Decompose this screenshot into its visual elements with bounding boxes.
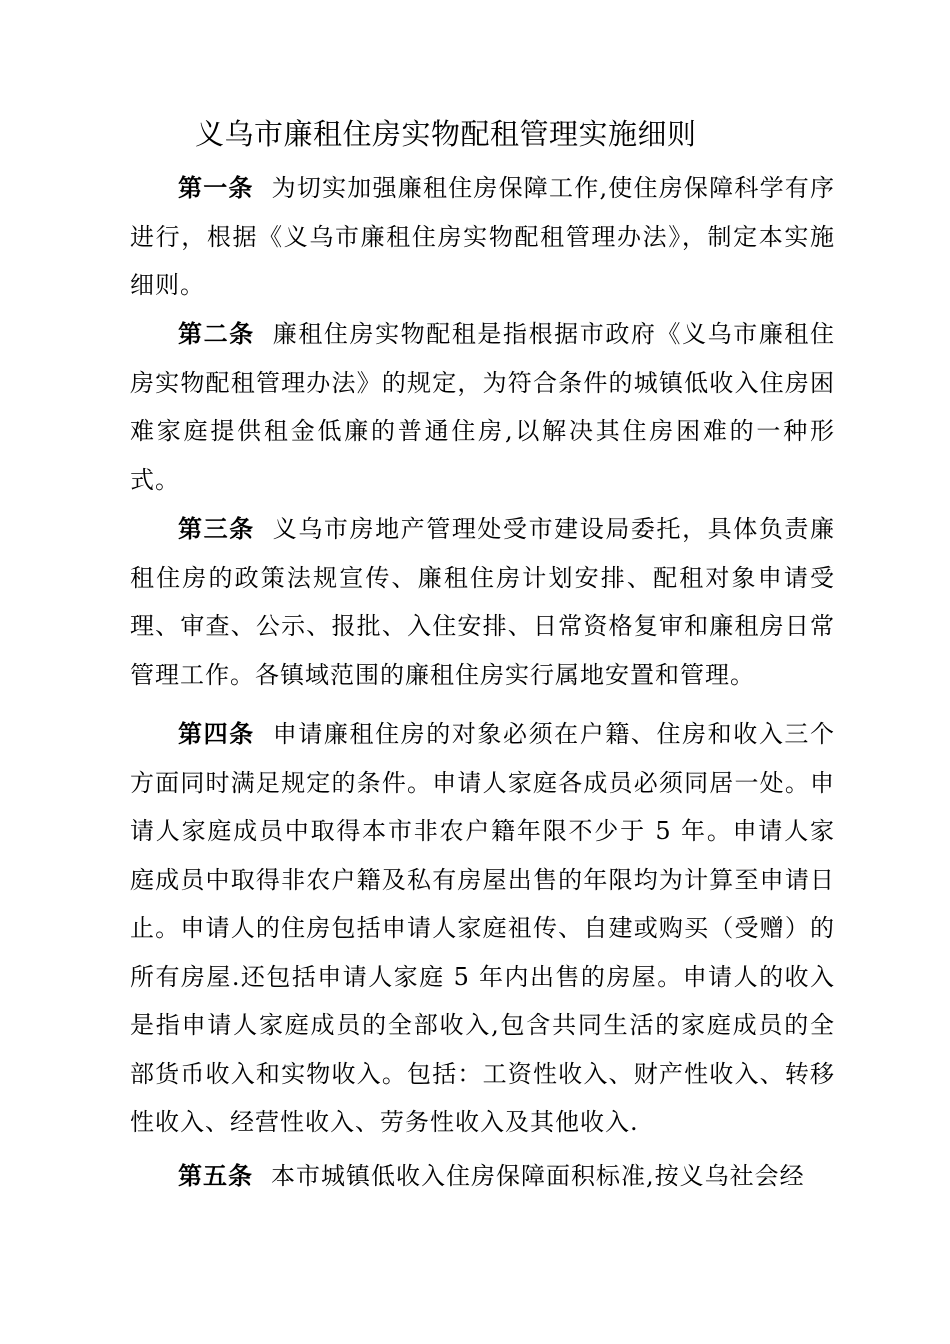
article-3-label: 第三条 [178, 514, 255, 543]
article-3 [130, 505, 835, 699]
article-3-text: 义乌市房地产管理处受市建设局委托，具体负责廉租住房的政策法规宣传、廉租住房计划安排、配租对象申请受理、审查、公示、报批、入住安排、日常资格复审和廉租房日常管理工作。各镇域范围的廉租住房实行属地安置和管理。 [130, 515, 835, 689]
article-2 [130, 310, 835, 504]
article-5-label: 第五条 [178, 1161, 253, 1190]
article-1 [130, 164, 835, 310]
article-2-text: 廉租住房实物配租是指根据市政府《义乌市廉租住房实物配租管理办法》的规定，为符合条件的城镇低收入住房困难家庭提供租金低廉的普通住房,以解决其住房困难的一种形式。 [130, 320, 835, 494]
article-4-label: 第四条 [178, 719, 255, 748]
article-4 [130, 710, 835, 1147]
document-title: 义乌市廉租住房实物配租管理实施细则 [195, 117, 697, 151]
article-1-text: 为切实加强廉租住房保障工作,使住房保障科学有序进行，根据《义乌市廉租住房实物配租管理办法》，制定本实施细则。 [130, 174, 835, 299]
article-5 [130, 1152, 835, 1201]
article-1-label: 第一条 [178, 173, 254, 202]
article-4-text: 申请廉租住房的对象必须在户籍、住房和收入三个方面同时满足规定的条件。申请人家庭各成员必须同居一处。申请人家庭成员中取得本市非农户籍年限不少于 5 年。申请人家庭成员中取得非农户籍及私有房屋出售的年限均为计算至申请日止。申请人的住房包括申请人家庭祖传、自建或购买（受赠）的所有房屋.还包括申请人家庭 5 年内出售的房屋。申请人的收入是指申请人家庭成员的全部收入,包含共同生活的家庭成员的全部货币收入和实物收入。包括：工资性收入、财产性收入、转移性收入、经营性收入、劳务性收入及其他收入. [130, 720, 835, 1136]
article-5-text: 本市城镇低收入住房保障面积标准,按义乌社会经 [271, 1162, 805, 1190]
article-2-label: 第二条 [178, 319, 255, 348]
